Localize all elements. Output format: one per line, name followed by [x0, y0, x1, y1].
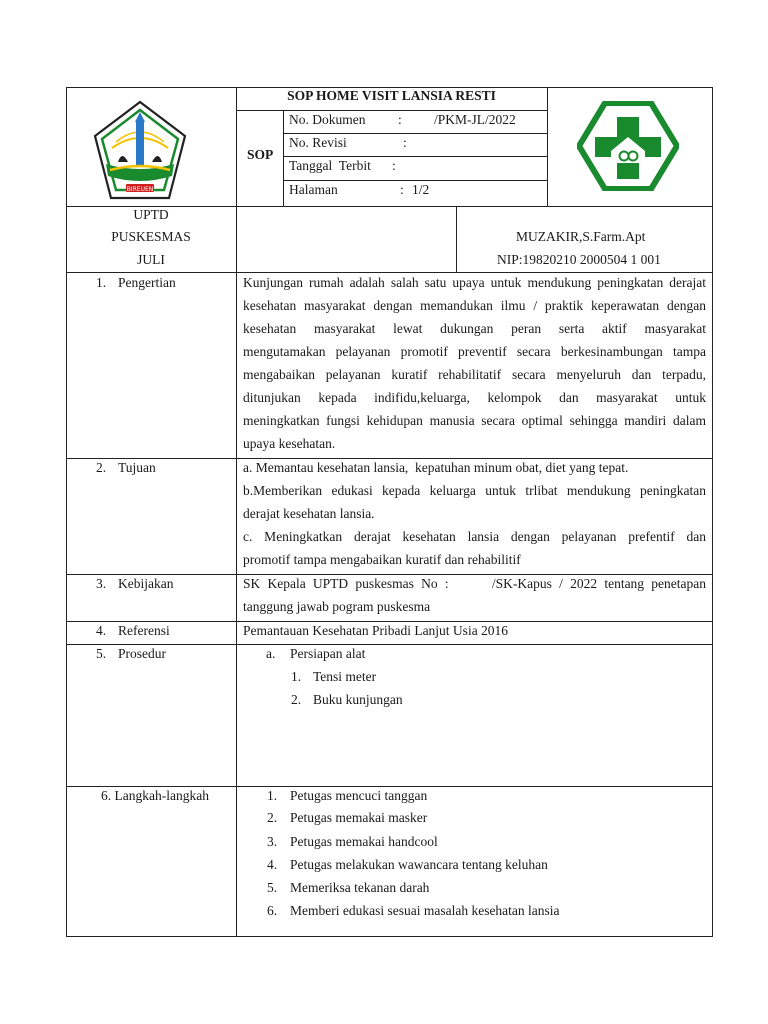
divider-signature: [456, 206, 457, 272]
pengertian-line: kesehatan masyarakat lewat dukungan peran serta aktif masyarakat: [243, 321, 706, 336]
prosedur-number: 5.: [96, 646, 107, 661]
pengertian-line: kesehatan masyarakat dengan memandukan ilmu / praktik keperawatan dengan: [243, 298, 706, 313]
logo-caption: BIREUEN: [126, 186, 154, 193]
bireuen-emblem-logo: [92, 100, 188, 202]
divider-title: [236, 110, 547, 111]
tujuan-item-c-cont: promotif tampa mengabaikan kuratif dan rehabilitif: [243, 552, 521, 567]
divider-after-tujuan: [66, 574, 713, 575]
divider-field-2: [283, 156, 547, 157]
langkah-label: 6. Langkah-langkah: [101, 788, 209, 803]
pengertian-line: meningkatkan fungsi kehidupan manusia secara optimal sehingga mandiri dalam: [243, 413, 706, 428]
prosedur-item: Tensi meter: [313, 669, 377, 684]
prosedur-item: Buku kunjungan: [313, 692, 403, 707]
field-halaman-value: 1/2: [412, 182, 430, 197]
kebijakan-number: 3.: [96, 576, 107, 591]
tujuan-item-b-cont: derajat kesehatan lansia.: [243, 506, 375, 521]
sop-label: SOP: [247, 147, 274, 162]
langkah-item: Memeriksa tekanan darah: [290, 880, 430, 895]
prosedur-sub-label: Persiapan alat: [290, 646, 366, 661]
langkah-item-number: 6.: [267, 903, 278, 918]
field-no-revisi-label: No. Revisi: [289, 135, 347, 150]
divider-org-bottom: [66, 272, 713, 273]
document-title: SOP HOME VISIT LANSIA RESTI: [287, 88, 496, 103]
prosedur-item-number: 1.: [291, 669, 302, 684]
referensi-text: Pemantauan Kesehatan Pribadi Lanjut Usia 2016: [243, 623, 509, 638]
langkah-item: Petugas memakai masker: [290, 810, 428, 825]
langkah-item-number: 1.: [267, 788, 278, 803]
referensi-number: 4.: [96, 623, 107, 638]
divider-sop-column: [283, 110, 284, 206]
field-no-revisi-sep: :: [403, 135, 407, 150]
kebijakan-text-cont: tanggung jawab pogram puskesma: [243, 599, 431, 614]
field-no-dokumen-sep: :: [398, 112, 402, 127]
pengertian-label: Pengertian: [118, 275, 176, 290]
org-line-uptd: UPTD: [133, 207, 169, 222]
signer-name: MUZAKIR,S.Farm.Apt: [516, 229, 646, 244]
langkah-item: Petugas memakai handcool: [290, 834, 438, 849]
tujuan-item-b: b.Memberikan edukasi kepada keluarga untuk trlibat mendukung peningkatan: [243, 483, 706, 498]
field-no-dokumen-value: /PKM-JL/2022: [434, 112, 516, 127]
pengertian-line: mengabaikan pelayanan kuratif rehabilitatif secara menyeluruh dan terpadu,: [243, 367, 706, 382]
langkah-item-number: 3.: [267, 834, 278, 849]
org-line-puskesmas: PUSKESMAS: [111, 229, 191, 244]
langkah-item-number: 5.: [267, 880, 278, 895]
field-halaman-label: Halaman: [289, 182, 338, 197]
divider-field-3: [283, 180, 547, 181]
langkah-item-number: 2.: [267, 810, 278, 825]
field-tanggal-terbit-sep: :: [392, 158, 396, 173]
org-line-juli: JULI: [137, 252, 165, 267]
prosedur-label: Prosedur: [118, 646, 166, 661]
pengertian-number: 1.: [96, 275, 107, 290]
divider-field-1: [283, 133, 547, 134]
divider-after-kebijakan: [66, 621, 713, 622]
langkah-item: Petugas mencuci tanggan: [290, 788, 428, 803]
field-no-dokumen-label: No. Dokumen: [289, 112, 366, 127]
divider-after-prosedur: [66, 786, 713, 787]
divider-after-referensi: [66, 644, 713, 645]
tujuan-item-a: a. Memantau kesehatan lansia, kepatuhan minum obat, diet yang tepat.: [243, 460, 629, 475]
kebijakan-text: SK Kepala UPTD puskesmas No : /SK-Kapus / 2022 tentang penetapan: [243, 576, 706, 591]
langkah-item: Memberi edukasi sesuai masalah kesehatan lansia: [290, 903, 560, 918]
pengertian-line: mengutamakan pelayanan promotif preventif secara berkesinambungan tampa: [243, 344, 706, 359]
signer-nip: NIP:19820210 2000504 1 001: [497, 252, 661, 267]
divider-after-pengertian: [66, 458, 713, 459]
divider-right-logo: [547, 87, 548, 206]
pengertian-line: ditunjukan kepada indifidu,keluarga, kelompok dan masyarakat untuk: [243, 390, 706, 405]
referensi-label: Referensi: [118, 623, 170, 638]
field-tanggal-terbit-label: Tanggal Terbit: [289, 158, 371, 173]
kebijakan-label: Kebijakan: [118, 576, 174, 591]
tujuan-item-c: c. Meningkatkan derajat kesehatan lansia dengan pelayanan prefentif dan: [243, 529, 706, 544]
pengertian-line-last: upaya kesehatan.: [243, 436, 336, 451]
langkah-item-number: 4.: [267, 857, 278, 872]
prosedur-sub-marker: a.: [266, 646, 276, 661]
tujuan-number: 2.: [96, 460, 107, 475]
langkah-item: Petugas melakukan wawancara tentang keluhan: [290, 857, 548, 872]
divider-left-column: [236, 87, 237, 937]
puskesmas-cross-logo: [577, 101, 679, 191]
pengertian-line: Kunjungan rumah adalah salah satu upaya untuk mendukung peningkatan derajat: [243, 275, 706, 290]
field-halaman-sep: :: [400, 182, 404, 197]
prosedur-item-number: 2.: [291, 692, 302, 707]
tujuan-label: Tujuan: [118, 460, 156, 475]
